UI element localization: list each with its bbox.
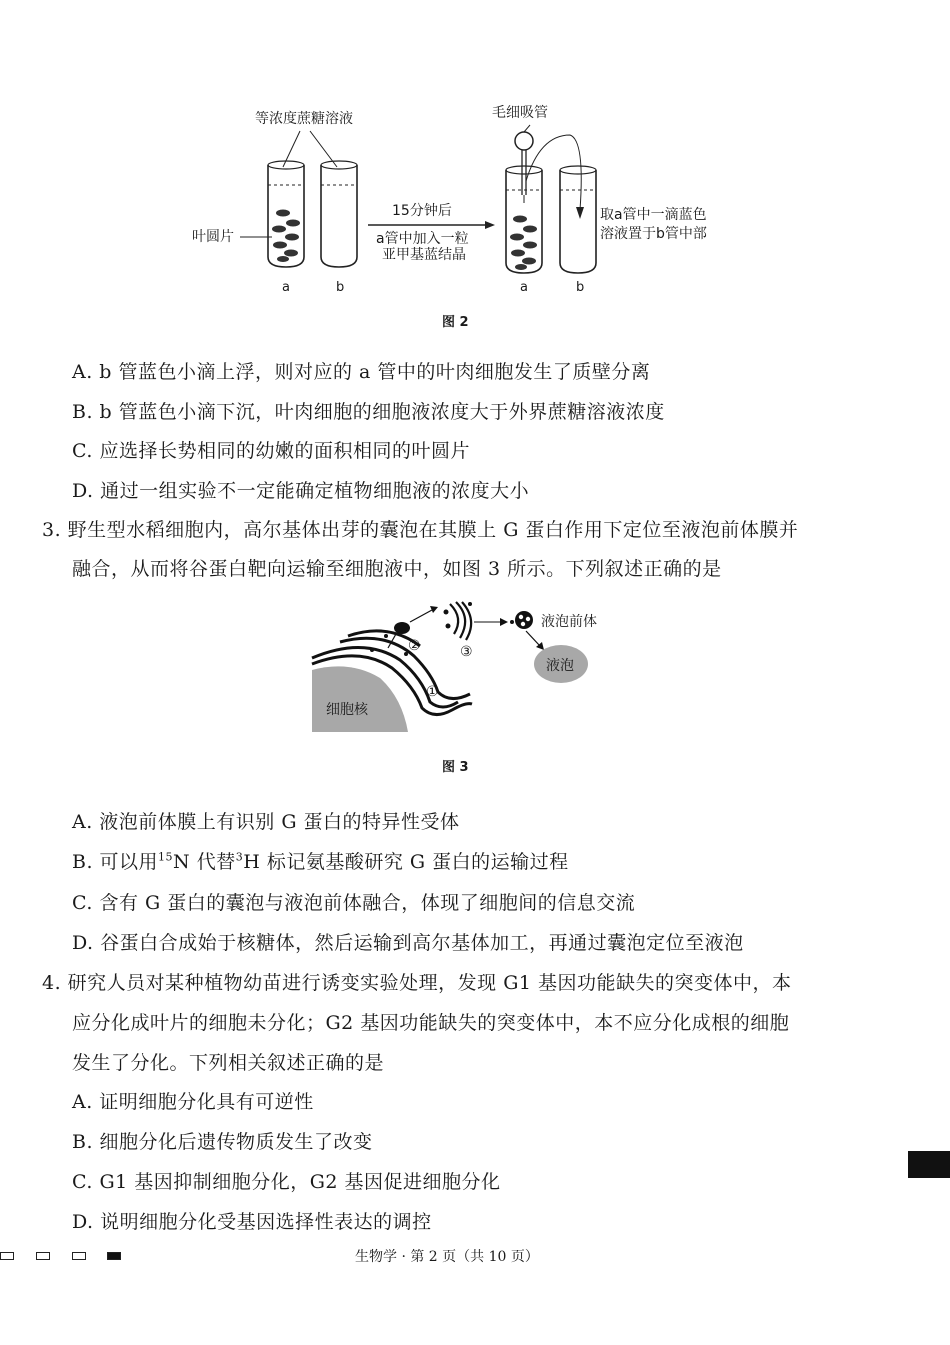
label-nucleus: 细胞核 <box>326 702 368 718</box>
tube-a2-label: a <box>520 280 528 295</box>
q2-option-c: C. 应选择长势相同的幼嫩的面积相同的叶圆片 <box>72 440 470 462</box>
q2-option-d: D. 通过一组实验不一定能确定植物细胞液的浓度大小 <box>72 480 530 502</box>
label-capillary: 毛细吸管 <box>492 105 548 121</box>
q4-stem-line1: 4. 研究人员对某种植物幼苗进行诱变实验处理，发现 G1 基因功能缺失的突变体中，本 <box>42 972 792 994</box>
q4-option-b: B. 细胞分化后遗传物质发生了改变 <box>72 1131 373 1153</box>
q3-option-b-sup1: 15 <box>158 850 174 864</box>
q3-option-d: D. 谷蛋白合成始于核糖体，然后运输到高尔基体加工，再通过囊泡定位至液泡 <box>72 932 744 954</box>
q3-option-b-post: H 标记氨基酸研究 G 蛋白的运输过程 <box>243 851 569 873</box>
footer-box-2 <box>36 1252 50 1260</box>
arrow-text-1: 15分钟后 <box>392 203 452 219</box>
figure-2-caption: 图 2 <box>442 315 469 330</box>
q4-option-a: A. 证明细胞分化具有可逆性 <box>72 1091 314 1113</box>
tube-a-label: a <box>282 280 290 295</box>
q3-stem-line1: 3. 野生型水稻细胞内，高尔基体出芽的囊泡在其膜上 G 蛋白作用下定位至液泡前体膜并 <box>42 519 799 541</box>
tube-b-label: b <box>336 280 345 295</box>
page-footer: 生物学 · 第 2 页（共 10 页） <box>355 1249 539 1265</box>
marker-3: ③ <box>460 644 473 660</box>
nucleus-shape <box>312 666 408 732</box>
q3-stem-line2: 融合，从而将谷蛋白靶向运输至细胞液中，如图 3 所示。下列叙述正确的是 <box>72 558 722 580</box>
footer-box-1 <box>0 1252 14 1260</box>
q3-option-a: A. 液泡前体膜上有识别 G 蛋白的特异性受体 <box>72 811 460 833</box>
q3-option-b-mid: N 代替 <box>173 851 236 873</box>
side-tab-marker <box>908 1151 950 1178</box>
q4-stem-line3: 发生了分化。下列相关叙述正确的是 <box>72 1052 385 1074</box>
marker-2: ② <box>408 638 421 654</box>
label-sucrose-solution: 等浓度蔗糖溶液 <box>255 111 353 127</box>
label-vacuole-precursor: 液泡前体 <box>541 614 597 630</box>
q3-option-b <box>72 847 569 874</box>
tube-b2-label: b <box>576 280 585 295</box>
arrow-text-2: a管中加入一粒 <box>376 231 469 247</box>
q3-option-b-pre: B. 可以用 <box>72 851 159 873</box>
marker-1: ① <box>426 684 439 700</box>
figure-3-diagram <box>310 598 620 738</box>
figure-3-caption: 图 3 <box>442 760 469 775</box>
footer-box-filled <box>107 1252 121 1260</box>
q4-stem-line2: 应分化成叶片的细胞未分化；G2 基因功能缺失的突变体中，本不应分化成根的细胞 <box>72 1012 790 1034</box>
figure-2-diagram <box>180 95 740 300</box>
q4-option-d: D. 说明细胞分化受基因选择性表达的调控 <box>72 1211 432 1233</box>
label-vacuole: 液泡 <box>546 658 574 674</box>
arrow-text-3: 亚甲基蓝结晶 <box>382 247 466 263</box>
right-text-2: 溶液置于b管中部 <box>600 226 707 242</box>
right-text-1: 取a管中一滴蓝色 <box>600 207 707 223</box>
q2-option-b: B. b 管蓝色小滴下沉，叶肉细胞的细胞液浓度大于外界蔗糖溶液浓度 <box>72 401 665 423</box>
q3-option-c: C. 含有 G 蛋白的囊泡与液泡前体融合，体现了细胞间的信息交流 <box>72 892 636 914</box>
footer-box-3 <box>72 1252 86 1260</box>
q3-option-b-sup2: 3 <box>235 850 244 864</box>
q4-option-c: C. G1 基因抑制细胞分化，G2 基因促进细胞分化 <box>72 1171 501 1193</box>
label-leaf-disc: 叶圆片 <box>192 229 234 245</box>
q2-option-a: A. b 管蓝色小滴上浮，则对应的 a 管中的叶肉细胞发生了质壁分离 <box>72 361 651 383</box>
